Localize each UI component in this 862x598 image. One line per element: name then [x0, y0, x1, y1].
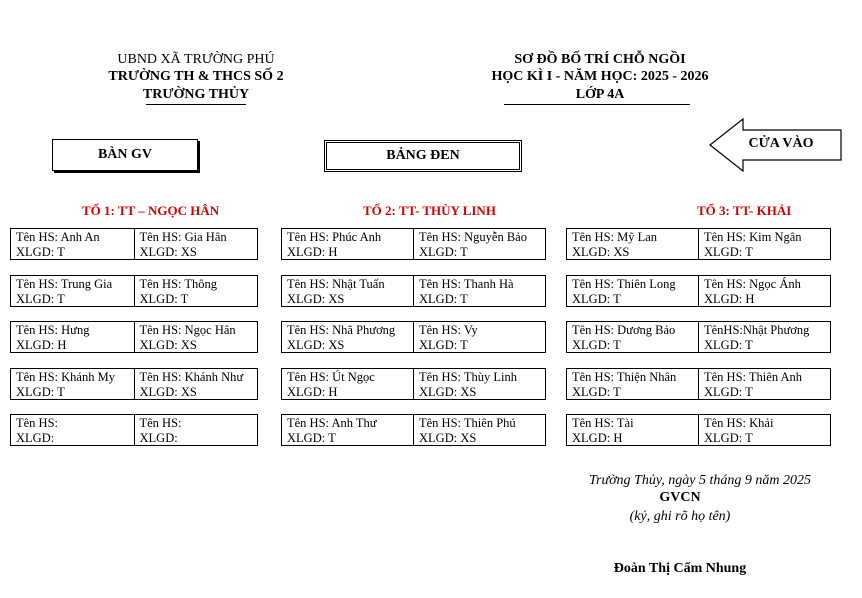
signature-instruction: (ký, ghi rõ họ tên)	[629, 509, 731, 524]
desk	[281, 414, 546, 446]
student-name: Tên HS: Nhật Tuấn	[287, 277, 385, 291]
header-right-underline	[504, 104, 690, 105]
document-title: SƠ ĐỒ BỐ TRÍ CHỖ NGỒI	[514, 52, 686, 67]
group-2-title: TỔ 2: TT- THÙY LINH	[363, 203, 496, 218]
student-name: Tên HS:	[16, 416, 59, 430]
student-name: Tên HS: Ngọc Ánh	[704, 277, 801, 291]
student-grade: XLGD: T	[16, 292, 65, 306]
seat	[134, 322, 258, 352]
student-name: Tên HS: Thông	[139, 277, 218, 291]
group-3-title: TỔ 3: TT- KHẢI	[697, 203, 792, 218]
student-grade: XLGD: T	[572, 292, 621, 306]
student-grade: XLGD: T	[704, 245, 753, 259]
student-name: TênHS:Nhật Phương	[704, 323, 810, 337]
seat	[11, 322, 134, 352]
seat	[11, 229, 134, 259]
seat	[567, 322, 698, 352]
desk	[10, 368, 258, 400]
student-name: Tên HS: Tài	[572, 416, 634, 430]
student-grade: XLGD: T	[139, 292, 189, 306]
student-grade: XLGD: XS	[139, 385, 197, 399]
student-name: Tên HS: Trung Gia	[16, 277, 113, 291]
student-name: Tên HS: Thùy Linh	[419, 370, 518, 384]
student-name: Tên HS: Ngọc Hân	[139, 323, 236, 337]
desk	[281, 321, 546, 353]
signer-role: GVCN	[659, 490, 701, 505]
student-name: Tên HS: Nguyễn Bảo	[419, 230, 527, 244]
student-grade: XLGD: H	[287, 385, 338, 399]
desk	[10, 228, 258, 260]
desk	[281, 275, 546, 307]
seat	[413, 276, 545, 306]
seat	[134, 415, 258, 445]
seat	[567, 415, 698, 445]
seat	[134, 229, 258, 259]
district-name: UBND XÃ TRƯỜNG PHÚ	[117, 52, 275, 67]
school-year: HỌC KÌ I - NĂM HỌC: 2025 - 2026	[491, 69, 709, 84]
desk	[566, 228, 831, 260]
student-grade: XLGD: H	[572, 431, 623, 445]
seat	[567, 229, 698, 259]
group-1-title: TỔ 1: TT – NGỌC HÂN	[82, 203, 220, 218]
student-name: Tên HS: Vy	[419, 323, 478, 337]
seat	[413, 322, 545, 352]
school-location: TRƯỜNG THỦY	[142, 87, 250, 102]
seat	[11, 415, 134, 445]
signer-name: Đoàn Thị Cẩm Nhung	[613, 561, 747, 576]
seat	[698, 322, 830, 352]
student-name: Tên HS: Mỹ Lan	[572, 230, 658, 244]
blackboard: BẢNG ĐEN	[324, 140, 522, 172]
desk	[10, 275, 258, 307]
student-name: Tên HS: Gia Hân	[139, 230, 227, 244]
teacher-desk: BÀN GV	[52, 139, 198, 171]
student-grade: XLGD: T	[419, 245, 468, 259]
student-name: Tên HS: Hưng	[16, 323, 90, 337]
student-name: Tên HS: Anh An	[16, 230, 100, 244]
school-name: TRƯỜNG TH & THCS SỐ 2	[108, 69, 284, 84]
student-grade: XLGD:	[139, 431, 178, 445]
student-name: Tên HS: Khánh My	[16, 370, 115, 384]
student-name: Tên HS: Khải	[704, 416, 774, 430]
student-grade: XLGD: T	[572, 338, 621, 352]
student-name: Tên HS:	[139, 416, 182, 430]
desk	[566, 275, 831, 307]
student-grade: XLGD:	[16, 431, 55, 445]
student-grade: XLGD: T	[419, 338, 468, 352]
desk	[281, 368, 546, 400]
desk	[10, 414, 258, 446]
student-grade: XLGD: XS	[572, 245, 630, 259]
student-grade: XLGD: XS	[287, 338, 345, 352]
student-name: Tên HS: Thiên Long	[572, 277, 676, 291]
desk	[566, 368, 831, 400]
student-grade: XLGD: T	[419, 292, 468, 306]
student-grade: XLGD: T	[572, 385, 621, 399]
seat	[698, 229, 830, 259]
student-name: Tên HS: Kim Ngân	[704, 230, 802, 244]
student-grade: XLGD: T	[704, 385, 753, 399]
student-name: Tên HS: Thanh Hà	[419, 277, 514, 291]
seat	[698, 276, 830, 306]
student-name: Tên HS: Phúc Anh	[287, 230, 382, 244]
seat	[11, 369, 134, 399]
student-grade: XLGD: H	[287, 245, 338, 259]
student-name: Tên HS: Thiên Phú	[419, 416, 516, 430]
seat	[282, 276, 413, 306]
student-name: Tên HS: Anh Thư	[287, 416, 377, 430]
student-name: Tên HS: Út Ngọc	[287, 370, 375, 384]
student-name: Tên HS: Nhã Phương	[287, 323, 396, 337]
seat	[698, 369, 830, 399]
student-grade: XLGD: XS	[419, 385, 477, 399]
student-name: Tên HS: Dương Bảo	[572, 323, 676, 337]
class-name: LỚP 4A	[575, 87, 625, 102]
student-grade: XLGD: T	[704, 431, 753, 445]
desk	[281, 228, 546, 260]
seat	[134, 369, 258, 399]
student-grade: XLGD: T	[16, 245, 65, 259]
desk	[10, 321, 258, 353]
seat	[698, 415, 830, 445]
student-grade: XLGD: H	[704, 292, 755, 306]
desk	[566, 321, 831, 353]
student-name: Tên HS: Thiên Anh	[704, 370, 803, 384]
seat	[567, 276, 698, 306]
student-name: Tên HS: Thiện Nhân	[572, 370, 677, 384]
seat	[282, 369, 413, 399]
place-date: Trường Thủy, ngày 5 tháng 9 năm 2025	[588, 473, 811, 488]
seat	[282, 415, 413, 445]
desk	[566, 414, 831, 446]
student-grade: XLGD: XS	[419, 431, 477, 445]
student-grade: XLGD: T	[704, 338, 753, 352]
student-grade: XLGD: H	[16, 338, 67, 352]
student-grade: XLGD: T	[16, 385, 65, 399]
student-grade: XLGD: XS	[287, 292, 345, 306]
seat	[413, 229, 545, 259]
student-grade: XLGD: T	[287, 431, 336, 445]
seat	[567, 369, 698, 399]
student-grade: XLGD: XS	[139, 338, 197, 352]
header-left-underline	[146, 104, 246, 105]
seat	[11, 276, 134, 306]
seat	[413, 415, 545, 445]
seat	[413, 369, 545, 399]
entrance-label: CỬA VÀO	[748, 136, 814, 151]
seat	[134, 276, 258, 306]
seat	[282, 229, 413, 259]
seat	[282, 322, 413, 352]
student-name: Tên HS: Khánh Như	[139, 370, 244, 384]
student-grade: XLGD: XS	[139, 245, 197, 259]
